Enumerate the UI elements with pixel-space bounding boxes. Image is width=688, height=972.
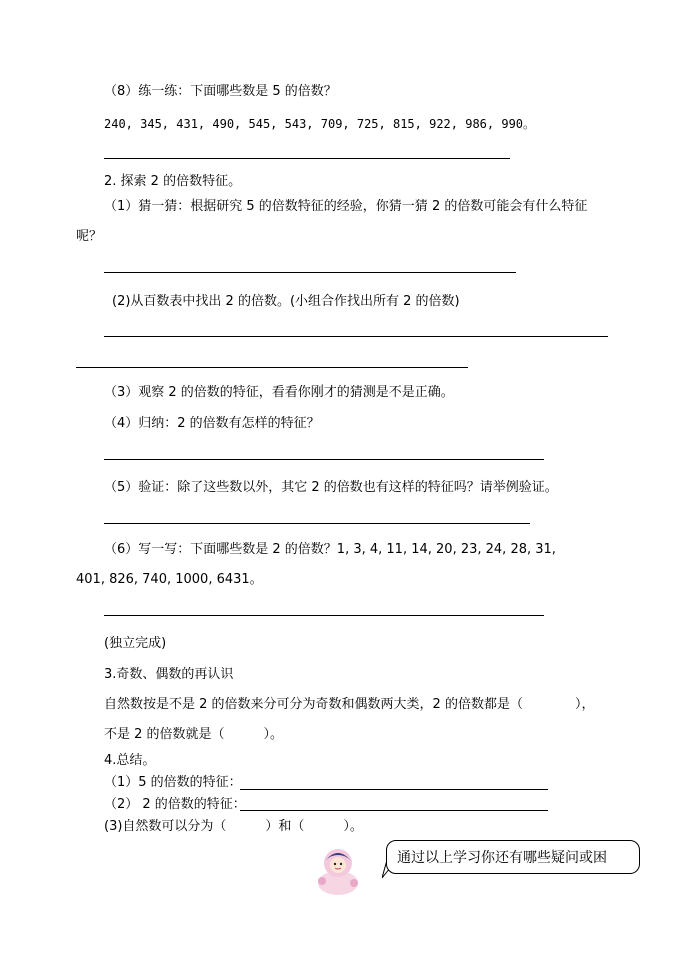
- s2-q3-text: （3）观察 2 的倍数的特征，看看你刚才的猜测是不是正确。: [104, 385, 454, 400]
- summary-answer-line-2[interactable]: [240, 810, 548, 811]
- summary-item-2: [104, 797, 246, 813]
- q8-numbers: 240, 345, 431, 490, 545, 543, 709, 725, 815, 922, 986, 990。: [104, 117, 536, 131]
- s2-q6-text-cont: 401, 826, 740, 1000, 6431。: [76, 572, 263, 587]
- answer-line[interactable]: [104, 615, 544, 616]
- cartoon-girl-icon: [310, 843, 366, 897]
- speech-bubble-text: 通过以上学习你还有哪些疑问或困: [397, 850, 607, 866]
- s2-q1-text: （1）猜一猜：根据研究 5 的倍数特征的经验，你猜一猜 2 的倍数可能会有什么特征: [104, 199, 588, 214]
- summary-item-1: [104, 775, 242, 791]
- q8-title: （8）练一练：下面哪些数是 5 的倍数？: [104, 84, 337, 99]
- s2-q6-text: （6）写一写：下面哪些数是 2 的倍数？1, 3, 4, 11, 14, 20, 23, 24, 28, 31,: [104, 542, 556, 557]
- s2-q2-text: (2)从百数表中找出 2 的倍数。(小组合作找出所有 2 的倍数): [112, 294, 460, 309]
- answer-line[interactable]: [104, 336, 608, 337]
- independent-note: (独立完成): [104, 636, 167, 651]
- summary-answer-line-1[interactable]: [240, 789, 548, 790]
- speech-bubble: [386, 840, 640, 874]
- summary-item-3: (3)自然数可以分为（ ）和（ ）。: [104, 819, 363, 834]
- answer-line[interactable]: [76, 367, 468, 368]
- answer-line[interactable]: [104, 459, 544, 460]
- answer-line[interactable]: [104, 272, 516, 273]
- answer-line[interactable]: [104, 523, 530, 524]
- s3-text-cont: 不是 2 的倍数就是（ ）。: [104, 727, 284, 742]
- summary-item-1-label: （1）5 的倍数的特征：: [104, 775, 242, 790]
- s2-q1-text-cont: 呢？: [76, 229, 103, 244]
- s2-q5-text: （5）验证：除了这些数以外，其它 2 的倍数也有这样的特征吗？请举例验证。: [104, 480, 558, 495]
- section2-title: 2. 探索 2 的倍数特征。: [104, 174, 242, 189]
- section4-title: 4.总结。: [104, 753, 156, 768]
- s3-text: 自然数按是不是 2 的倍数来分可分为奇数和偶数两大类，2 的倍数都是（ ），: [104, 697, 595, 712]
- s2-q4-text: （4）归纳：2 的倍数有怎样的特征？: [104, 416, 320, 431]
- summary-item-2-label: （2） 2 的倍数的特征：: [104, 797, 246, 812]
- section3-title: 3.奇数、偶数的再认识: [104, 667, 234, 682]
- answer-line[interactable]: [104, 158, 510, 159]
